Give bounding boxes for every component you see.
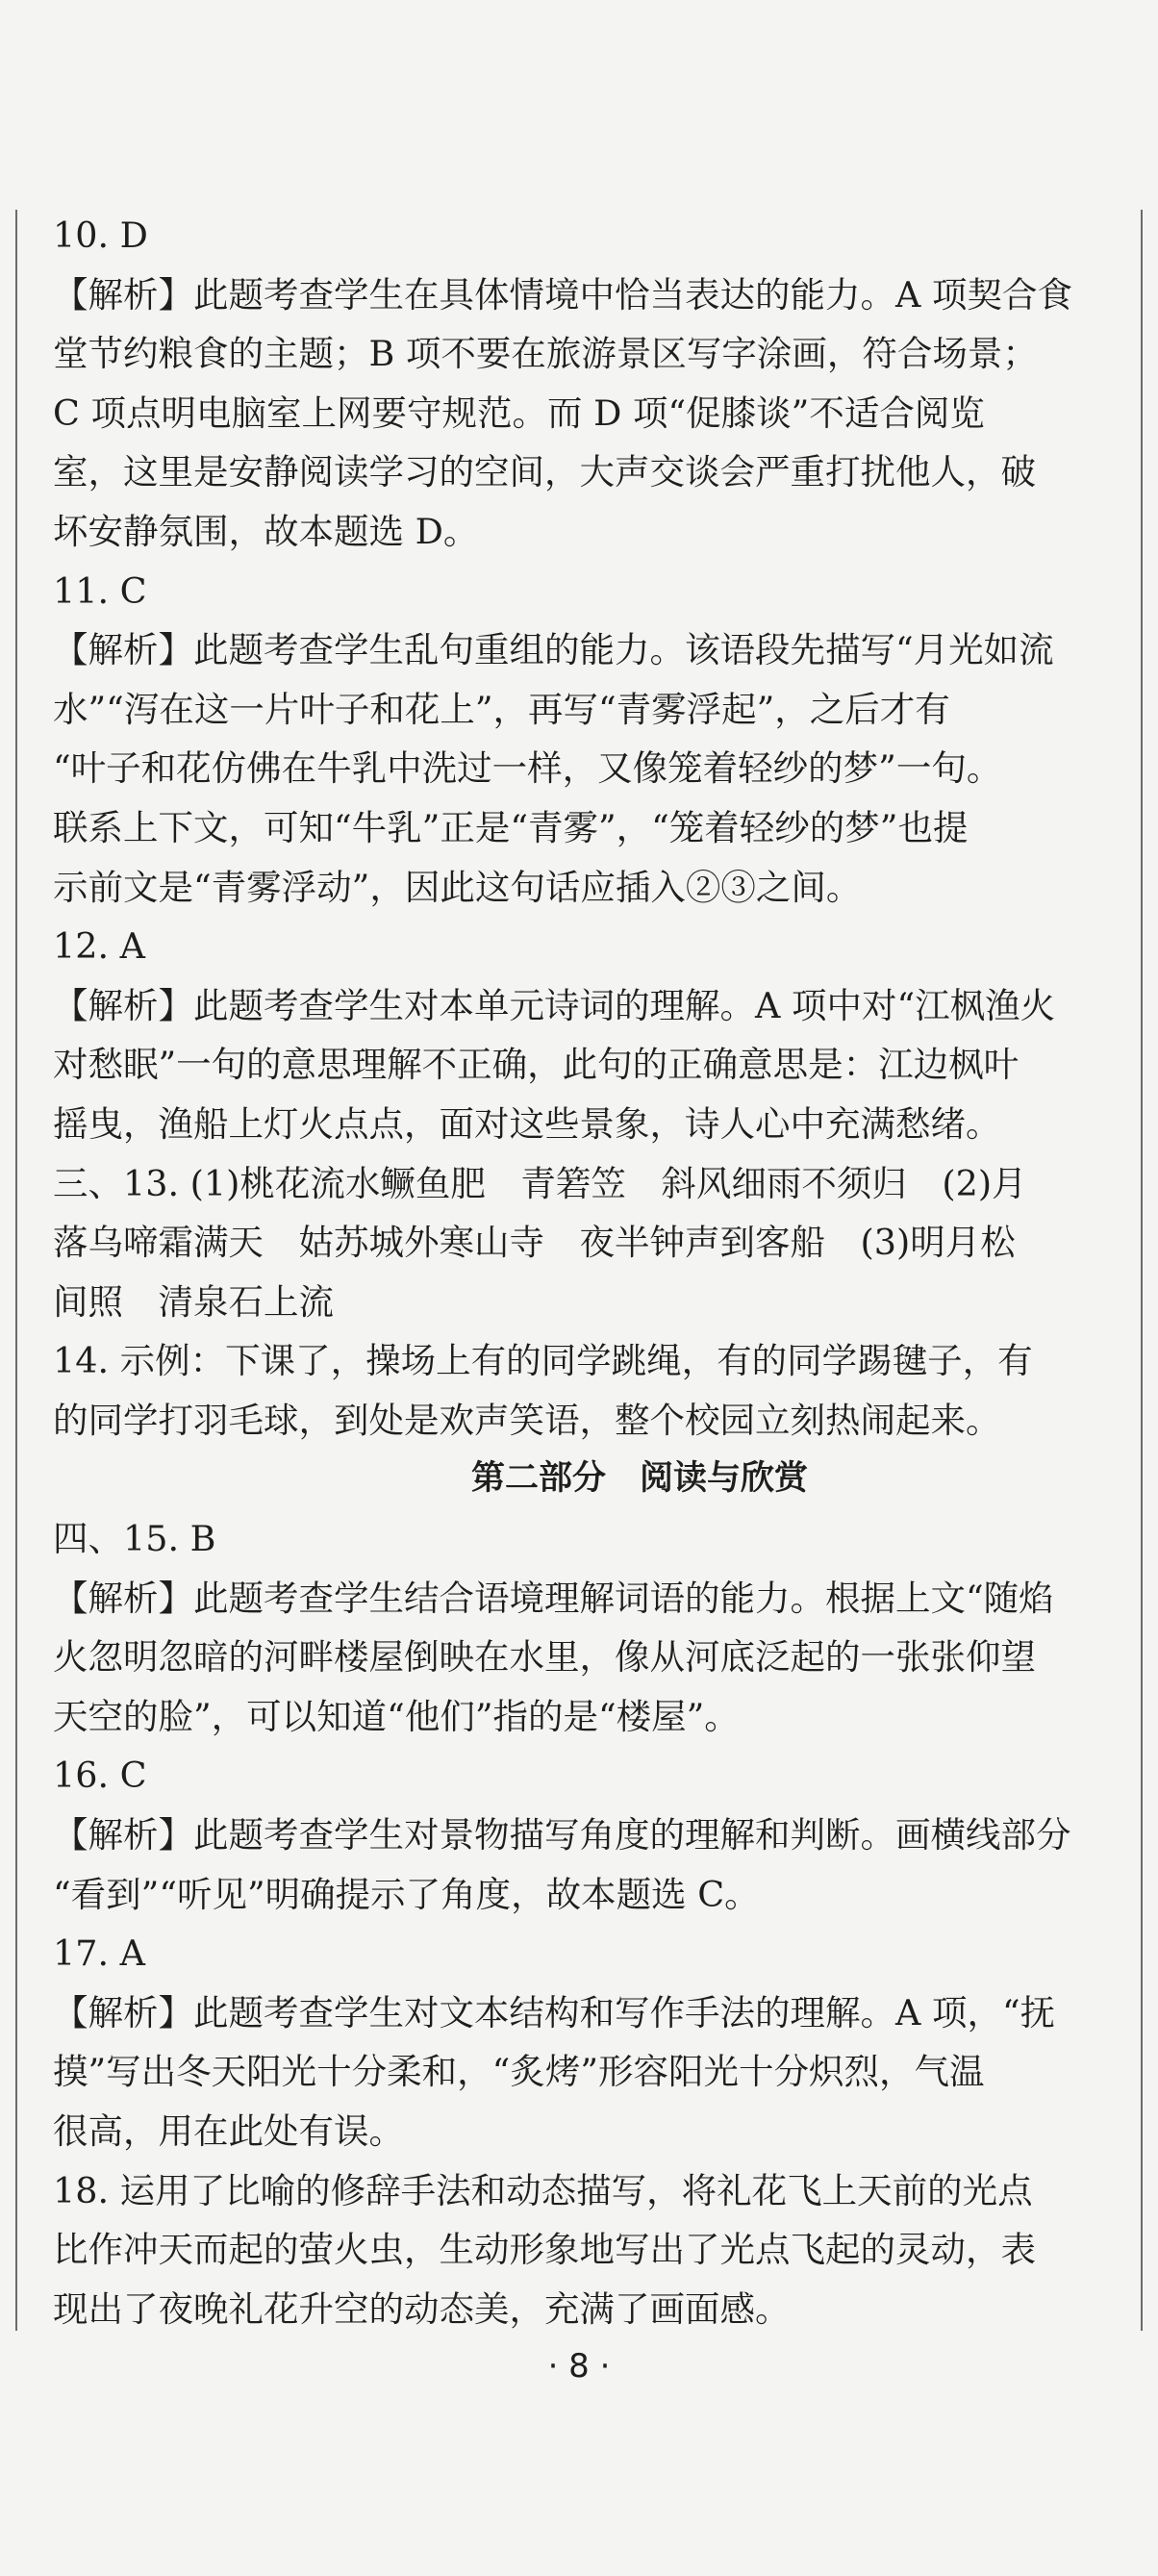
text-line: 示前文是“青雾浮动”，因此这句话应插入②③之间。 (53, 866, 862, 908)
left-border-line (15, 210, 17, 2331)
text-line: 【解析】此题考查学生结合语境理解词语的能力。根据上文“随焰 (53, 1577, 1054, 1619)
text-line: 落乌啼霜满天 姑苏城外寒山寺 夜半钟声到客船 (3)明月松 (53, 1222, 1016, 1264)
text-line: 很高，用在此处有误。 (53, 2110, 404, 2152)
section-heading: 第二部分 阅读与欣赏 (470, 1459, 808, 1499)
text-line: “叶子和花仿佛在牛乳中洗过一样，又像笼着轻纱的梦”一句。 (53, 747, 1002, 790)
answer-q14: 14. 示例：下课了，操场上有的同学跳绳，有的同学踢毽子，有 (53, 1340, 1033, 1382)
text-line: 【解析】此题考查学生乱句重组的能力。该语段先描写“月光如流 (53, 629, 1054, 671)
text-line: C 项点明电脑室上网要守规范。而 D 项“促膝谈”不适合阅览 (53, 391, 985, 434)
answer-text-block (53, 206, 1111, 2338)
right-border-line (1141, 210, 1143, 2331)
answer-q18: 18. 运用了比喻的修辞手法和动态描写，将礼花飞上天前的光点 (53, 2169, 1033, 2211)
text-line: “看到”“听见”明确提示了角度，故本题选 C。 (53, 1873, 760, 1915)
text-line: 室，这里是安静阅读学习的空间，大声交谈会严重打扰他人，破 (53, 451, 1036, 493)
text-line: 水”“泻在这一片叶子和花上”，再写“青雾浮起”，之后才有 (53, 688, 950, 730)
answer-heading-q17: 17. A (53, 1932, 146, 1975)
text-line: 【解析】此题考查学生对本单元诗词的理解。A 项中对“江枫渔火 (53, 984, 1056, 1026)
text-line: 【解析】此题考查学生对景物描写角度的理解和判断。画横线部分 (53, 1814, 1071, 1856)
text-line: 比作冲天而起的萤火虫，生动形象地写出了光点飞起的灵动，表 (53, 2229, 1036, 2271)
text-line: 对愁眠”一句的意思理解不正确，此句的正确意思是：江边枫叶 (53, 1044, 1020, 1086)
text-line: 火忽明忽暗的河畔楼屋倒映在水里，像从河底泛起的一张张仰望 (53, 1636, 1036, 1679)
answer-heading-q11: 11. C (53, 569, 147, 612)
text-line: 现出了夜晚礼花升空的动态美，充满了画面感。 (53, 2287, 791, 2330)
text-line: 【解析】此题考查学生对文本结构和写作手法的理解。A 项，“抚 (53, 1991, 1056, 2033)
answer-heading-q10: 10. D (53, 215, 148, 256)
answer-heading-q12: 12. A (53, 925, 146, 968)
answer-heading-q16: 16. C (53, 1755, 147, 1797)
answer-heading-q15: 四、15. B (53, 1518, 216, 1560)
text-line: 联系上下文，可知“牛乳”正是“青雾”，“笼着轻纱的梦”也提 (53, 806, 969, 848)
text-line: 坏安静氛围，故本题选 D。 (53, 510, 479, 552)
text-line: 【解析】此题考查学生在具体情境中恰当表达的能力。A 项契合食 (53, 273, 1072, 316)
text-line: 的同学打羽毛球，到处是欢声笑语，整个校园立刻热闹起来。 (53, 1399, 1001, 1441)
text-line: 堂节约粮食的主题；B 项不要在旅游景区写字涂画，符合场景； (53, 333, 1038, 375)
text-line: 摸”写出冬天阳光十分柔和，“炙烤”形容阳光十分炽烈，气温 (53, 2051, 985, 2093)
page-number: · 8 · (547, 2347, 611, 2386)
answer-q13: 三、13. (1)桃花流水鳜鱼肥 青箬笠 斜风细雨不须归 (2)月 (53, 1162, 1027, 1204)
text-line: 天空的脸”，可以知道“他们”指的是“楼屋”。 (53, 1695, 740, 1737)
text-line: 间照 清泉石上流 (53, 1280, 334, 1323)
text-line: 摇曳，渔船上灯火点点，面对这些景象，诗人心中充满愁绪。 (53, 1102, 1001, 1145)
